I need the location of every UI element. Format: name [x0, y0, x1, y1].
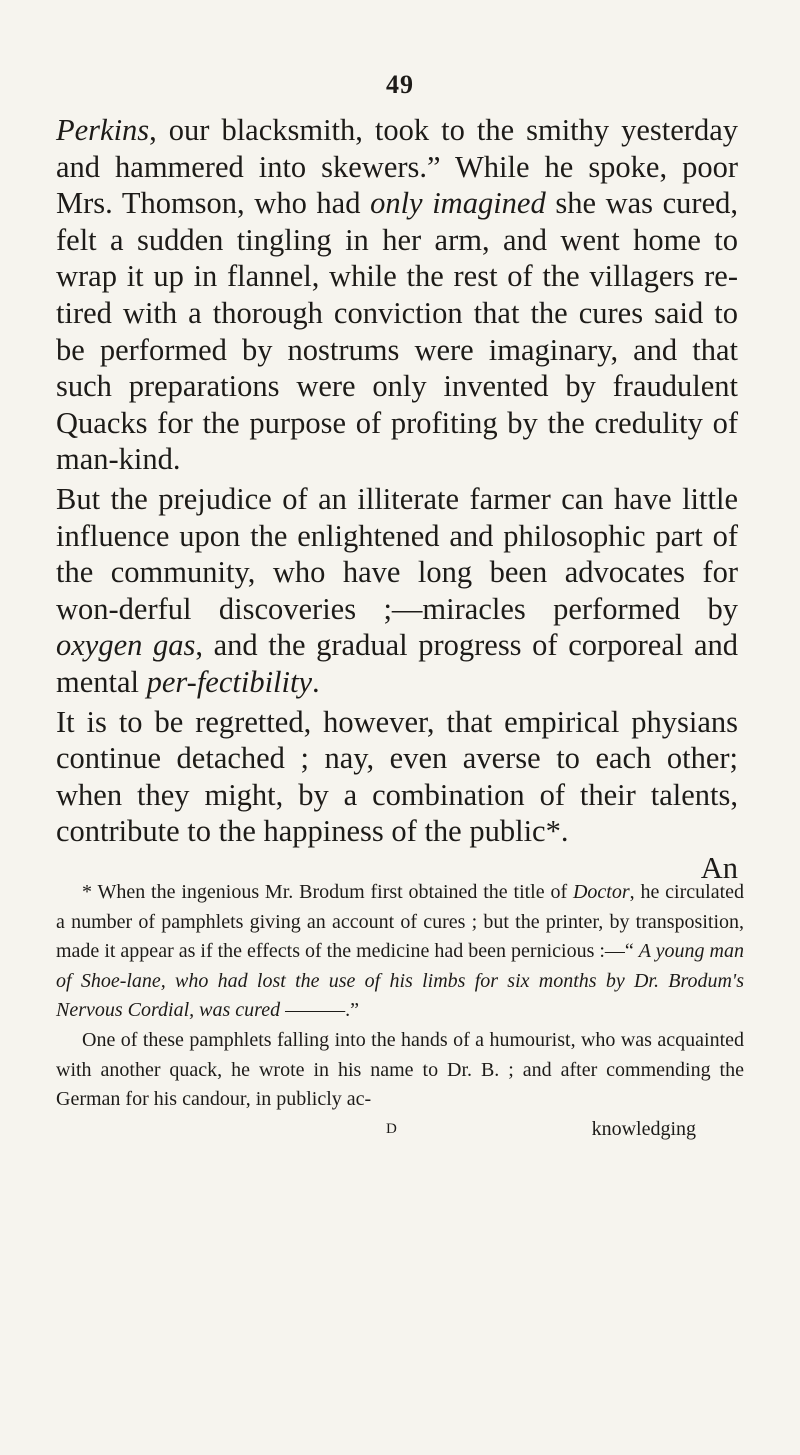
italic-text: per-fectibility — [146, 664, 313, 699]
footnote-catchword: knowledging — [591, 1117, 696, 1140]
text-run: , our blacksmith, took to the smithy yesterday and hammered into skewers.” While he spoke, poor Mrs. Thomson, who had — [56, 113, 738, 221]
page-number: 49 — [386, 70, 414, 99]
italic-text: A young man of Shoe-lane, who had lost the use of his limbs for six months by Dr. Brodum's Nervous Cordial, was cured — [56, 940, 744, 1022]
paragraph — [56, 112, 738, 478]
text-run: . — [312, 664, 320, 699]
text-run: , he circulated a number of pamphlets giving an account of cures ; but the printer, by transposition, made it appear as if the effects of the medicine had been pernicious :—“ — [56, 881, 745, 963]
main-text — [56, 112, 738, 886]
text-run: But the prejudice of an illiterate farmer can have little influence upon the enlightened and philosophic part of the community, who have long been advocates for won-derful discoveries ;—miracles performed by — [56, 481, 738, 626]
catchword: An — [700, 850, 738, 885]
text-run: It is to be regretted, however, that empirical physians continue detached ; nay, even averse to each other; when they might, by a combination of their talents, contribute to the happiness of the public*. — [56, 704, 738, 849]
footnote-paragraph — [56, 878, 744, 1026]
paragraph — [56, 481, 738, 701]
footnote-paragraph — [56, 1026, 744, 1115]
text-run: , and the gradual progress of corporeal and mental — [56, 628, 739, 699]
text-run: ———.” — [280, 999, 359, 1022]
signature-mark: D — [386, 1120, 398, 1137]
paragraph — [56, 704, 738, 850]
italic-text: Perkins — [56, 113, 150, 147]
text-run: * When the ingenious Mr. Brodum first obtained the title of — [82, 881, 573, 903]
text-run: One of these pamphlets falling into the hands of a humourist, who was acquainted with another quack, he wrote in his name to Dr. B. ; and after commending the German for his candour, in publicly ac- — [56, 1028, 744, 1111]
text-run: she was cured, felt a sudden tingling in her arm, and went home to wrap it up in flannel, while the rest of the villagers re-tired with a thorough conviction that the cures said to be performed by nostrums were imaginary, and that such preparations were only invented by fraudulent Quacks for the purpose of profiting by the credulity of man-kind. — [56, 186, 738, 477]
italic-text: oxygen gas — [56, 628, 196, 663]
italic-text: only imagined — [370, 186, 546, 221]
italic-text: Doctor — [572, 881, 630, 903]
footnote — [56, 878, 744, 1144]
signature-line — [56, 1115, 744, 1145]
